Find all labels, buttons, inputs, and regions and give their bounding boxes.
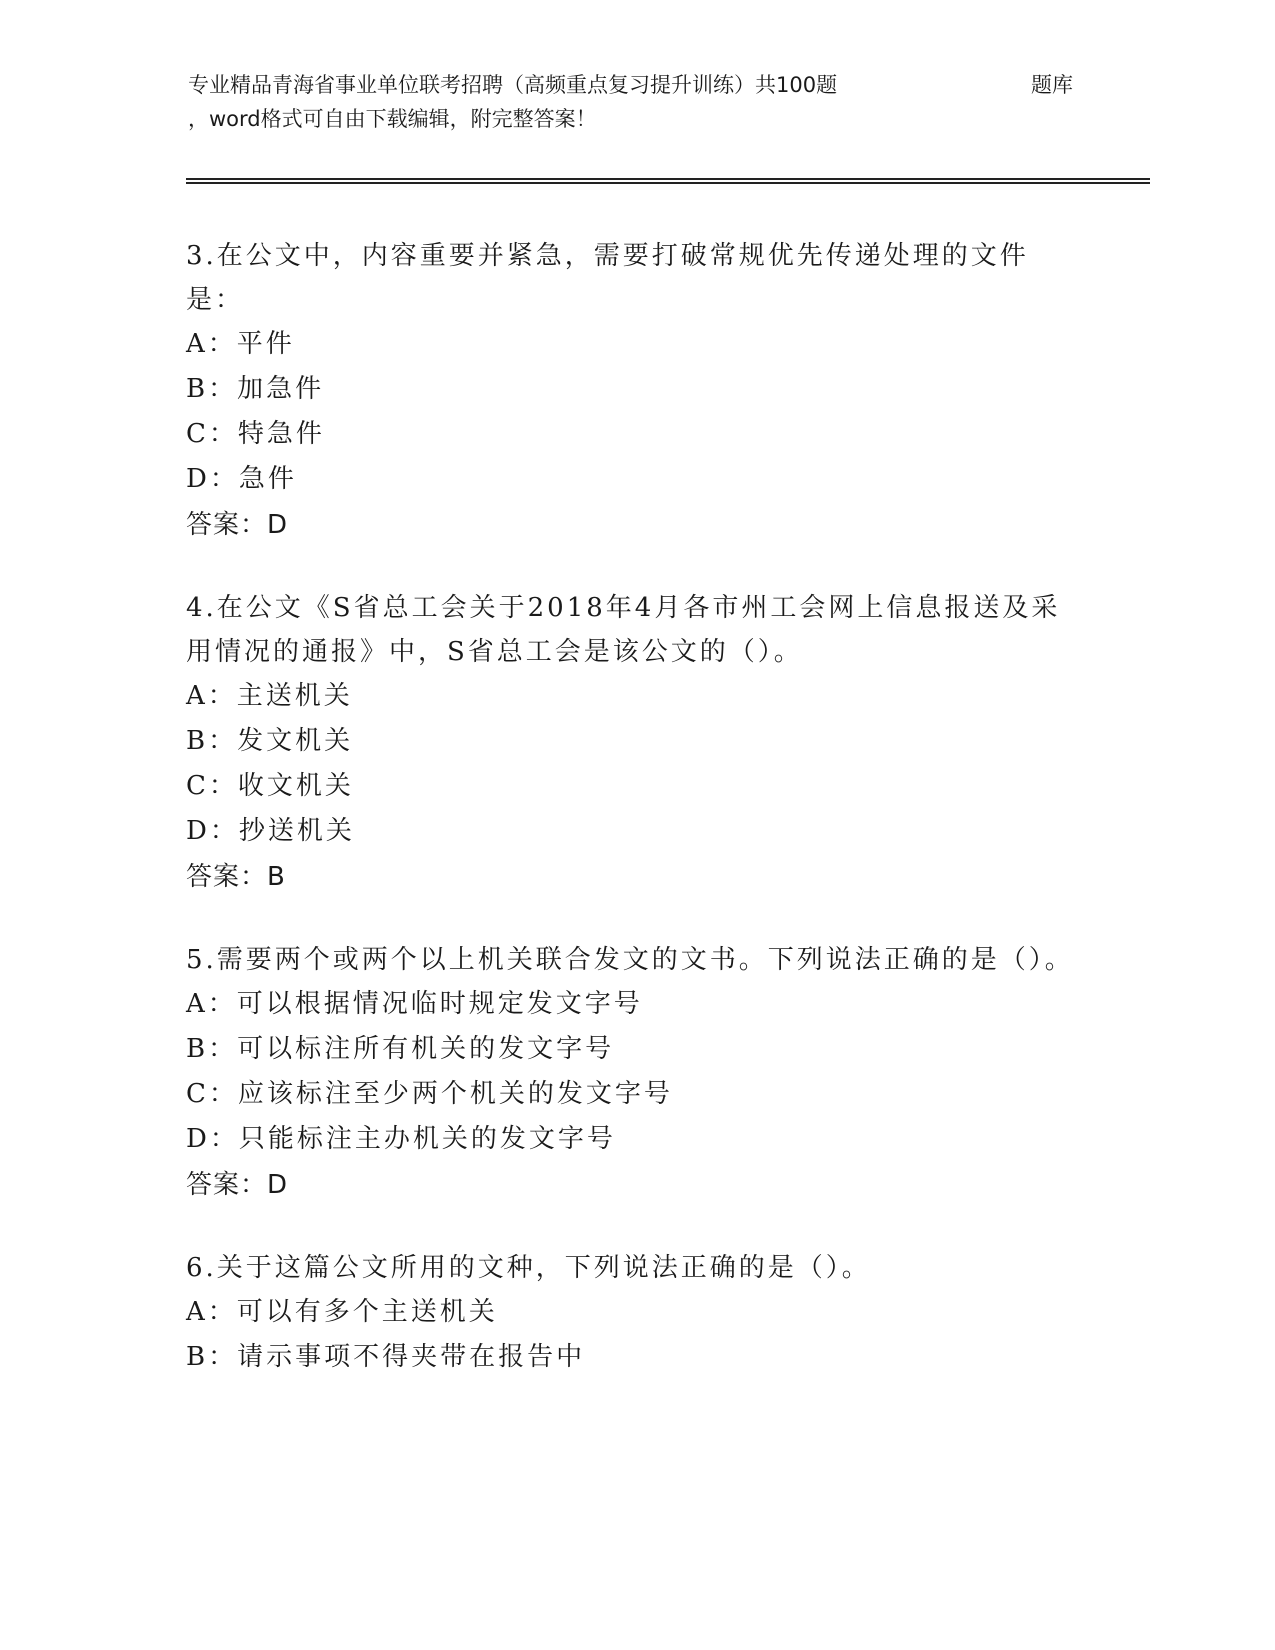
option-b: B：加急件 xyxy=(186,374,325,404)
option-a: A：可以根据情况临时规定发文字号 xyxy=(186,989,643,1019)
header-double-rule xyxy=(186,178,1150,184)
option-a: A：平件 xyxy=(186,329,295,359)
option-c: C：应该标注至少两个机关的发文字号 xyxy=(186,1079,673,1109)
option-b: B：发文机关 xyxy=(186,726,354,756)
question-list xyxy=(186,234,1086,1418)
question-stem: 6.关于这篇公文所用的文种，下列说法正确的是（）。 xyxy=(186,1253,871,1283)
question-stem: 4.在公文《S省总工会关于2018年4月各市州工会网上信息报送及采用情况的通报》中，S省总工会是该公文的（）。 xyxy=(186,593,1061,667)
document-header xyxy=(188,68,1148,136)
answer-line: 答案：D xyxy=(186,1170,289,1200)
question-item xyxy=(186,1246,1086,1380)
document-title: 专业精品青海省事业单位联考招聘（高频重点复习提升训练）共100题 xyxy=(188,73,838,97)
option-c: C：收文机关 xyxy=(186,771,354,801)
option-b: B：请示事项不得夹带在报告中 xyxy=(186,1342,586,1372)
document-tag: 题库 xyxy=(1031,73,1073,97)
option-c: C：特急件 xyxy=(186,419,325,449)
document-subtitle: ，word格式可自由下载编辑，附完整答案！ xyxy=(188,107,597,131)
question-item xyxy=(186,234,1086,548)
option-a: A：可以有多个主送机关 xyxy=(186,1297,498,1327)
option-b: B：可以标注所有机关的发文字号 xyxy=(186,1034,615,1064)
option-a: A：主送机关 xyxy=(186,681,353,711)
answer-line: 答案：B xyxy=(186,862,286,892)
question-item xyxy=(186,586,1086,900)
question-stem: 5.需要两个或两个以上机关联合发文的文书。下列说法正确的是（）。 xyxy=(186,945,1074,975)
header-line xyxy=(188,68,1148,102)
option-d: D：抄送机关 xyxy=(186,816,355,846)
option-d: D：急件 xyxy=(186,464,297,494)
question-item xyxy=(186,938,1086,1208)
answer-line: 答案：D xyxy=(186,510,289,540)
option-d: D：只能标注主办机关的发文字号 xyxy=(186,1124,616,1154)
question-stem: 3.在公文中，内容重要并紧急，需要打破常规优先传递处理的文件是： xyxy=(186,241,1029,315)
